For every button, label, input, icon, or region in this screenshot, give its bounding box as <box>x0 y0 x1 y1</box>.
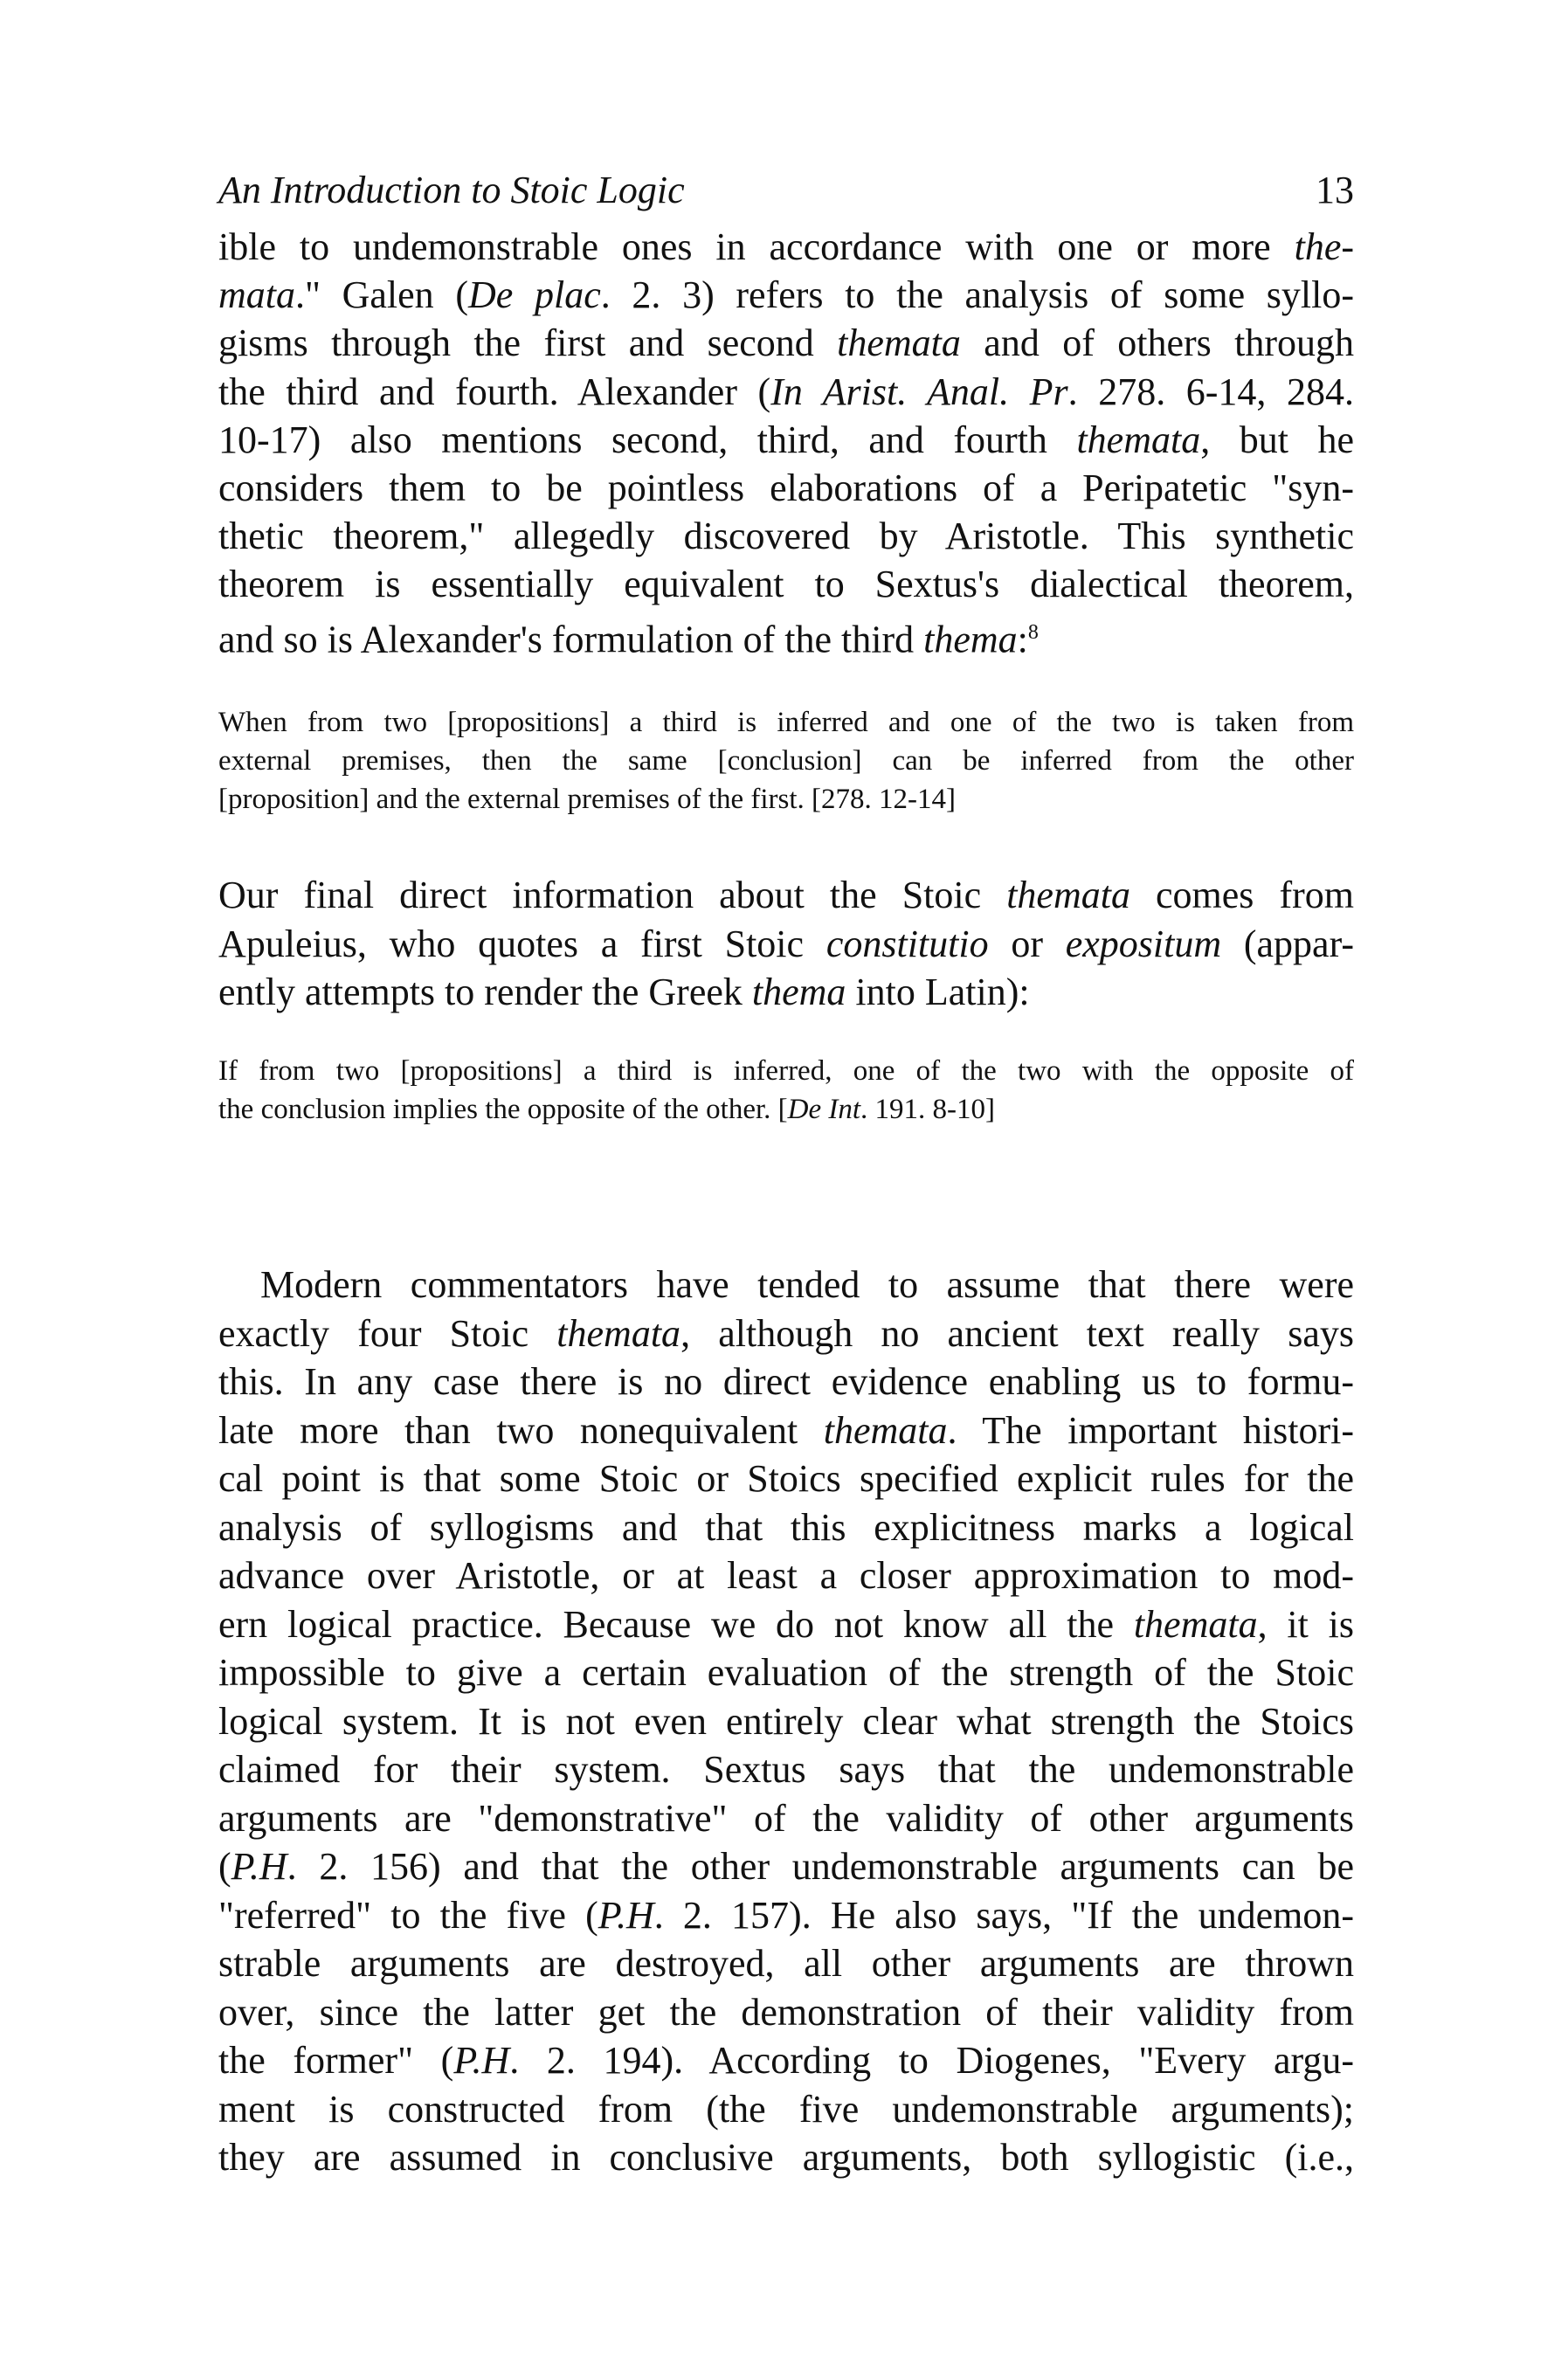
footnote-marker: 8 <box>1027 620 1039 644</box>
running-title: An Introduction to Stoic Logic <box>218 169 685 211</box>
text-line: advance over Aristotle, or at least a closer approximation to mod- <box>218 1554 1354 1597</box>
text-line: analysis of syllogisms and that this explicitness marks a logical <box>218 1505 1354 1549</box>
text-line: the former" (P.H. 2. 194). According to Diogenes, "Every argu- <box>218 2039 1354 2082</box>
text-line: strable arguments are destroyed, all other arguments are thrown <box>218 1942 1354 1985</box>
page-number: 13 <box>1316 169 1354 211</box>
running-head <box>218 164 1354 217</box>
paragraph-continuation <box>218 223 1354 663</box>
text-line: "referred" to the five (P.H. 2. 157). He also says, "If the undemon- <box>218 1893 1354 1937</box>
text-line: ently attempts to render the Greek thema into Latin): <box>218 971 1030 1013</box>
paragraph <box>218 1261 1354 2182</box>
text-line: considers them to be pointless elaborations of a Peripatetic "syn- <box>218 466 1354 510</box>
text-line: and so is Alexander's formulation of the third thema:$^8$ <box>218 618 1039 661</box>
text-line: impossible to give a certain evaluation of the strength of the Stoic <box>218 1651 1354 1694</box>
text-line: ment is constructed from (the five undemonstrable arguments); <box>218 2087 1354 2131</box>
text-line: ible to undemonstrable ones in accordance with one or more the- <box>218 225 1354 268</box>
text-line: thetic theorem," allegedly discovered by Aristotle. This synthetic <box>218 515 1354 558</box>
text-line: the third and fourth. Alexander (In Arist. Anal. Pr. 278. 6-14, 284. <box>218 370 1354 413</box>
text-line: cal point is that some Stoic or Stoics specified explicit rules for the <box>218 1457 1354 1500</box>
text-line: Modern commentators have tended to assume that there were <box>260 1263 1354 1306</box>
text-line: Our final direct information about the Stoic themata comes from <box>218 874 1354 916</box>
text-line: Apuleius, who quotes a first Stoic constitutio or expositum (appar- <box>218 922 1354 965</box>
text-line: over, since the latter get the demonstration of their validity from <box>218 1990 1354 2034</box>
quote-line: When from two [propositions] a third is inferred and one of the two is taken from <box>218 707 1354 738</box>
text-line: mata." Galen (De plac. 2. 3) refers to the analysis of some syllo- <box>218 273 1355 317</box>
text-line: arguments are "demonstrative" of the validity of other arguments <box>218 1796 1354 1840</box>
block-quote <box>218 1052 1354 1129</box>
block-quote <box>218 703 1354 819</box>
text-line: gisms through the first and second themata and of others through <box>218 321 1354 365</box>
text-line: theorem is essentially equivalent to Sextus's dialectical theorem, <box>218 563 1354 606</box>
text-line: late more than two nonequivalent themata. The important histori- <box>218 1408 1354 1452</box>
text-line: logical system. It is not even entirely clear what strength the Stoics <box>218 1699 1354 1743</box>
text-line: they are assumed in conclusive arguments, both syllogistic (i.e., <box>218 2136 1354 2179</box>
paragraph <box>218 871 1354 1017</box>
text-line: this. In any case there is no direct evidence enabling us to formu- <box>218 1360 1354 1403</box>
text-line: (P.H. 2. 156) and that the other undemonstrable arguments can be <box>218 1845 1354 1888</box>
quote-line: external premises, then the same [conclusion] can be inferred from the other <box>218 745 1354 777</box>
text-line: claimed for their system. Sextus says that the undemonstrable <box>218 1748 1354 1791</box>
quote-line: If from two [propositions] a third is inferred, one of the two with the opposite of <box>218 1055 1354 1087</box>
text-line: exactly four Stoic themata, although no ancient text really says <box>218 1311 1354 1355</box>
text-line: ern logical practice. Because we do not know all the themata, it is <box>218 1602 1355 1646</box>
quote-line: the conclusion implies the opposite of the other. [De Int. 191. 8-10] <box>218 1094 995 1125</box>
quote-line: [proposition] and the external premises of the first. [278. 12-14] <box>218 784 957 815</box>
text-line: 10-17) also mentions second, third, and fourth themata, but he <box>218 418 1354 461</box>
